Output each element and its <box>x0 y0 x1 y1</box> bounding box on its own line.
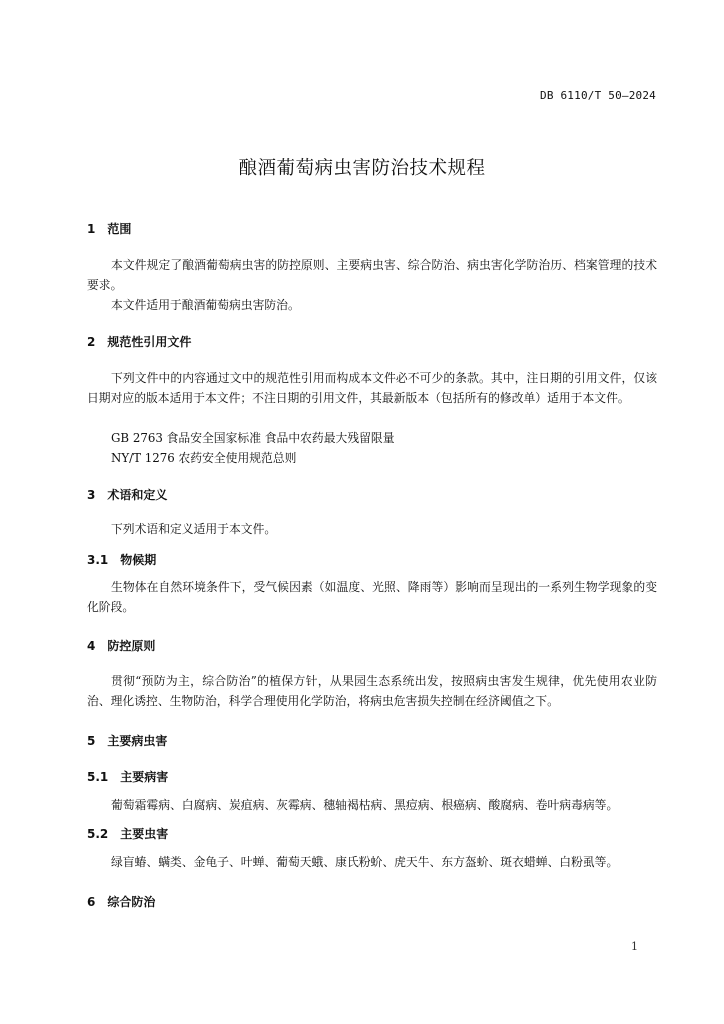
section-1-paragraph-1: 本文件规定了酿酒葡萄病虫害的防控原则、主要病虫害、综合防治、病虫害化学防治历、档案管理的技术要求。 <box>87 258 657 292</box>
section-number: 5.2 <box>87 827 109 841</box>
section-3-paragraph-1: 下列术语和定义适用于本文件。 <box>111 522 277 536</box>
section-title: 主要虫害 <box>120 827 169 841</box>
section-title: 范围 <box>107 222 132 236</box>
section-6-heading <box>87 893 155 910</box>
section-5-2-heading <box>87 825 168 842</box>
section-title: 规范性引用文件 <box>107 335 192 349</box>
section-title: 防控原则 <box>107 639 156 653</box>
section-5-1-heading <box>87 768 168 785</box>
section-number: 3 <box>87 488 96 502</box>
section-2-paragraph-1: 下列文件中的内容通过文中的规范性引用而构成本文件必不可少的条款。其中，注日期的引用文件，仅该日期对应的版本适用于本文件；不注日期的引用文件，其最新版本（包括所有的修改单）适用于本文件。 <box>87 371 657 405</box>
section-3-1-heading <box>87 551 156 568</box>
section-4-heading <box>87 637 155 654</box>
section-title: 物候期 <box>120 553 157 567</box>
section-title: 主要病害 <box>120 770 169 784</box>
section-5-heading <box>87 732 167 749</box>
normative-reference: GB 2763 食品安全国家标准 食品中农药最大残留限量 <box>111 431 395 445</box>
section-number: 5 <box>87 734 96 748</box>
section-number: 1 <box>87 222 96 236</box>
normative-reference: NY/T 1276 农药安全使用规范总则 <box>111 451 297 465</box>
term-definition: 生物体在自然环境条件下，受气候因素（如温度、光照、降雨等）影响而呈现出的一系列生物学现象的变化阶段。 <box>87 580 657 614</box>
section-number: 6 <box>87 895 96 909</box>
section-number: 5.1 <box>87 770 109 784</box>
section-3-heading <box>87 486 167 503</box>
section-number: 4 <box>87 639 96 653</box>
main-pests-list: 绿盲蝽、螨类、金龟子、叶蝉、葡萄天蛾、康氏粉蚧、虎天牛、东方盔蚧、斑衣蜡蝉、白粉虱等。 <box>111 855 619 869</box>
section-2-heading <box>87 333 191 350</box>
section-title: 术语和定义 <box>107 488 168 502</box>
section-title: 综合防治 <box>107 895 156 909</box>
section-title: 主要病虫害 <box>107 734 168 748</box>
section-1-paragraph-2: 本文件适用于酿酒葡萄病虫害防治。 <box>111 298 300 312</box>
document-title: 酿酒葡萄病虫害防治技术规程 <box>238 158 486 179</box>
page-number: 1 <box>631 940 638 953</box>
section-number: 2 <box>87 335 96 349</box>
section-1-heading <box>87 220 131 237</box>
section-4-paragraph-1: 贯彻“预防为主，综合防治”的植保方针，从果园生态系统出发，按照病虫害发生规律，优先使用农业防治、理化诱控、生物防治，科学合理使用化学防治，将病虫危害损失控制在经济阈值之下。 <box>87 674 657 708</box>
section-number: 3.1 <box>87 553 109 567</box>
main-diseases-list: 葡萄霜霉病、白腐病、炭疽病、灰霉病、穗轴褐枯病、黑痘病、根癌病、酸腐病、卷叶病毒病等。 <box>111 798 619 812</box>
standard-number: DB 6110/T 50—2024 <box>540 89 656 102</box>
